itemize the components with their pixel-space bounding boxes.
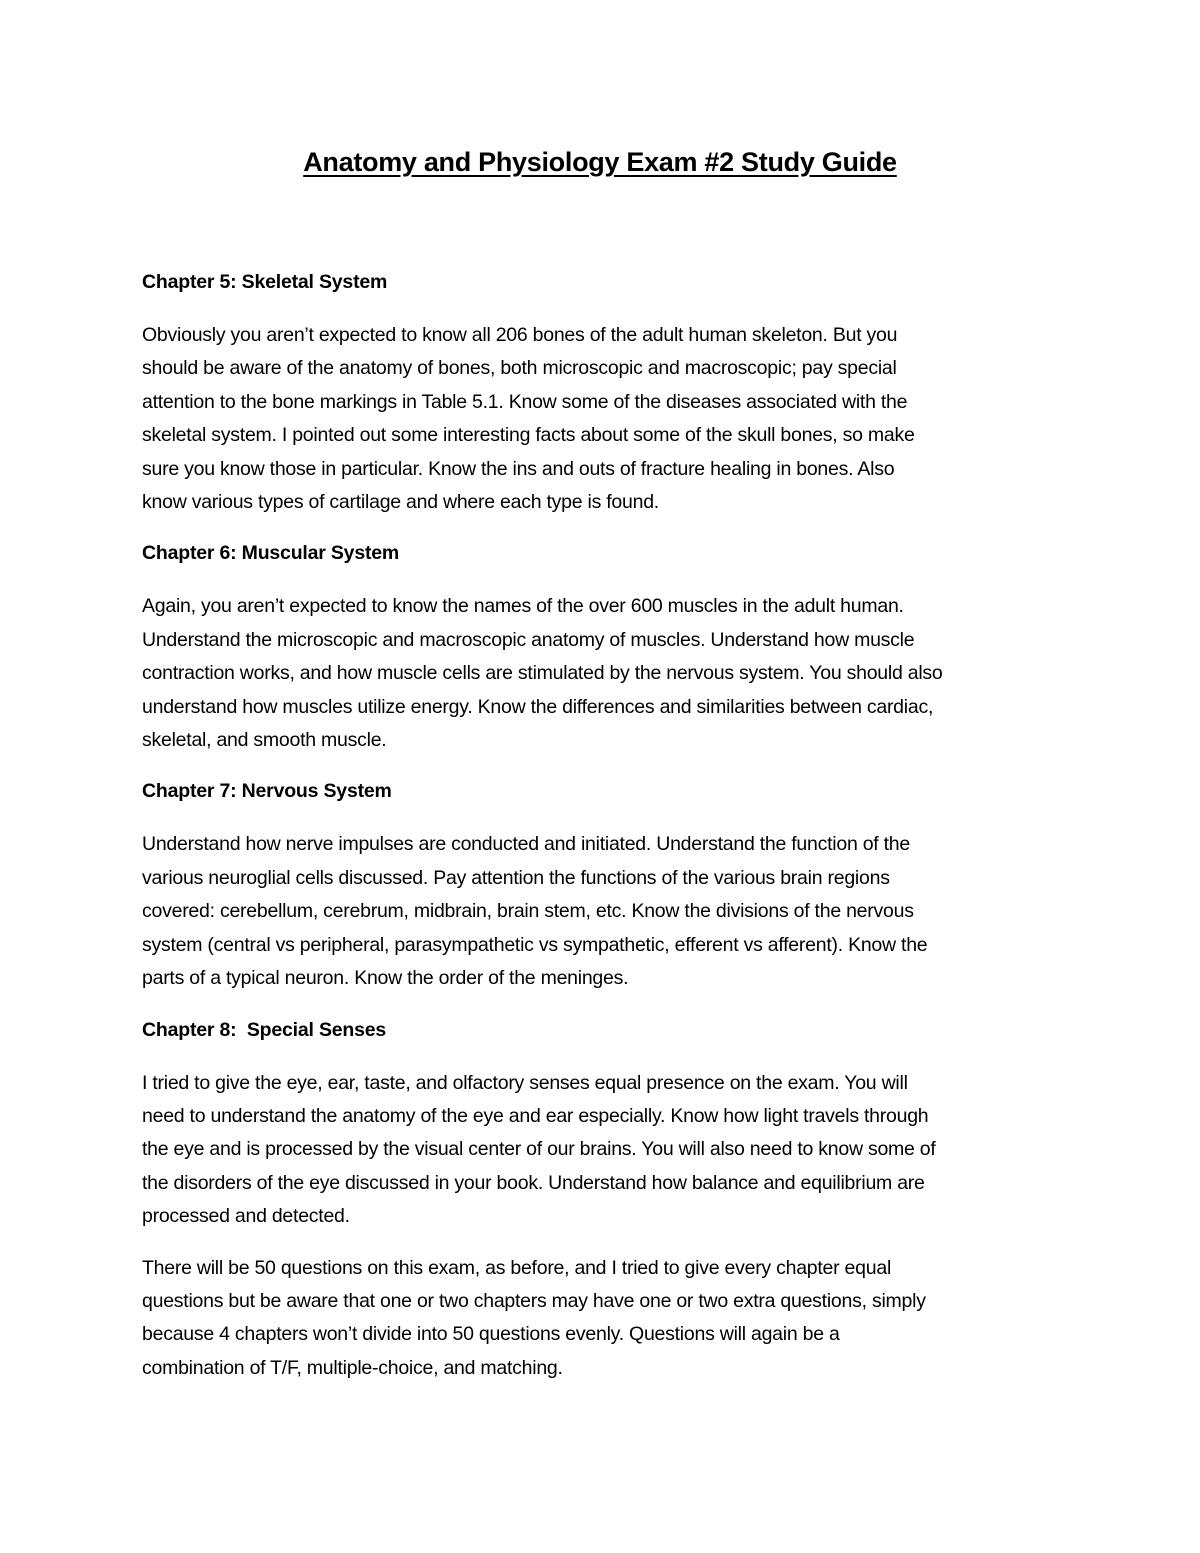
paragraph-line: Understand how nerve impulses are conducted and initiated. Understand the function of the: [142, 833, 910, 856]
paragraph-line: skeletal, and smooth muscle.: [142, 729, 387, 752]
paragraph-line: processed and detected.: [142, 1205, 350, 1228]
paragraph-line: need to understand the anatomy of the eye and ear especially. Know how light travels through: [142, 1104, 929, 1127]
section-paragraph: [142, 1067, 1062, 1234]
section-paragraph: [142, 319, 1062, 519]
paragraph-line: the disorders of the eye discussed in your book. Understand how balance and equilibrium are: [142, 1171, 925, 1194]
paragraph-line: should be aware of the anatomy of bones, both microscopic and macroscopic; pay special: [142, 357, 897, 380]
section-paragraph: [142, 828, 1062, 995]
document-body: [142, 266, 1062, 1403]
paragraph-line: Obviously you aren’t expected to know all 206 bones of the adult human skeleton. But you: [142, 324, 898, 346]
section-heading: Chapter 6: Muscular System: [142, 542, 400, 565]
paragraph-line: understand how muscles utilize energy. Know the differences and similarities between cardiac,: [142, 695, 934, 718]
section-heading: Chapter 5: Skeletal System: [142, 271, 388, 293]
document-title: Anatomy and Physiology Exam #2 Study Guide: [303, 147, 897, 177]
paragraph-line: various neuroglial cells discussed. Pay attention the functions of the various brain regions: [142, 866, 890, 889]
paragraph-line: combination of T/F, multiple-choice, and matching.: [142, 1356, 563, 1379]
paragraph-line: contraction works, and how muscle cells are stimulated by the nervous system. You should also: [142, 662, 943, 685]
closing-paragraph: [142, 1252, 1062, 1386]
paragraph-line: know various types of cartilage and where each type is found.: [142, 491, 659, 514]
paragraph-line: the eye and is processed by the visual center of our brains. You will also need to know some of: [142, 1138, 936, 1161]
paragraph-line: because 4 chapters won’t divide into 50 questions evenly. Questions will again be a: [142, 1323, 840, 1346]
paragraph-line: There will be 50 questions on this exam, as before, and I tried to give every chapter equal: [142, 1256, 892, 1279]
section-chapter-5: [142, 266, 1062, 519]
section-heading: Chapter 7: Nervous System: [142, 780, 392, 803]
paragraph-line: sure you know those in particular. Know the ins and outs of fracture healing in bones. Also: [142, 457, 895, 480]
paragraph-line: skeletal system. I pointed out some interesting facts about some of the skull bones, so make: [142, 424, 915, 447]
paragraph-line: attention to the bone markings in Table 5.1. Know some of the diseases associated with the: [142, 390, 908, 413]
paragraph-line: parts of a typical neuron. Know the order of the meninges.: [142, 967, 629, 990]
paragraph-line: I tried to give the eye, ear, taste, and olfactory senses equal presence on the exam. You will: [142, 1071, 908, 1094]
paragraph-line: Again, you aren’t expected to know the names of the over 600 muscles in the adult human.: [142, 595, 904, 618]
paragraph-line: questions but be aware that one or two chapters may have one or two extra questions, simply: [142, 1289, 926, 1312]
section-chapter-8: [142, 1014, 1062, 1234]
section-paragraph: [142, 590, 1062, 757]
section-chapter-6: [142, 537, 1062, 757]
section-heading: Chapter 8: Special Senses: [142, 1018, 387, 1041]
paragraph-line: covered: cerebellum, cerebrum, midbrain, brain stem, etc. Know the divisions of the nervous: [142, 900, 914, 923]
paragraph-line: Understand the microscopic and macroscopic anatomy of muscles. Understand how muscle: [142, 628, 915, 651]
section-chapter-7: [142, 775, 1062, 995]
paragraph-line: system (central vs peripheral, parasympathetic vs sympathetic, efferent vs afferent). Know the: [142, 933, 928, 956]
